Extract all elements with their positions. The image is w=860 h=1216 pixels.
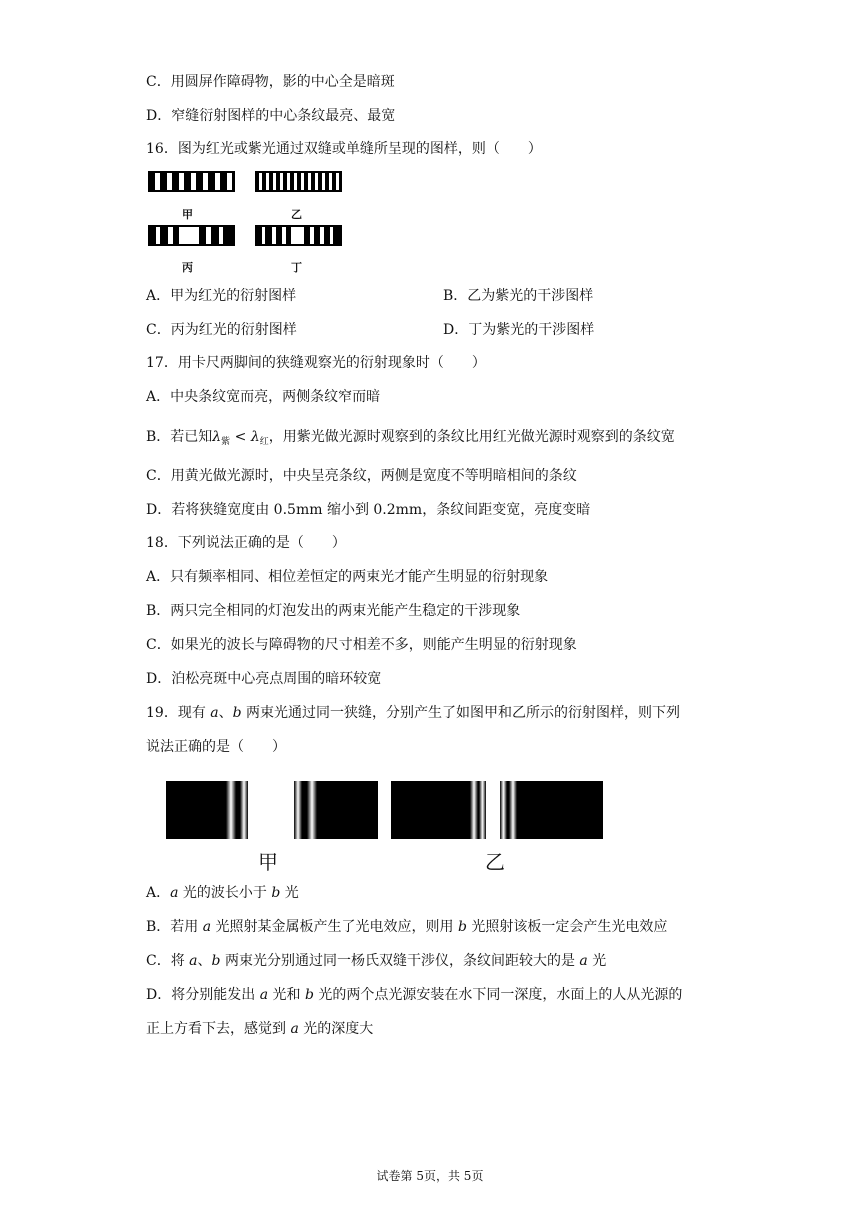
var-a: a: [290, 1021, 299, 1037]
diffraction-pattern-yi: [391, 781, 603, 839]
fringe-pattern-bing: [148, 225, 235, 246]
var-b: b: [232, 705, 242, 721]
lambda-symbol: λ: [212, 429, 222, 445]
figure-label-jia: 甲: [258, 850, 278, 874]
q19-c-pre: C．将: [146, 953, 190, 969]
var-a: a: [202, 919, 212, 935]
q17-option-a: A．中央条纹宽而亮，两侧条纹窄而暗: [146, 389, 381, 405]
q17-b-suffix: ，用紫光做光源时观察到的条纹比用红光做光源时观察到的条纹宽: [268, 429, 675, 445]
q15-option-d: D．窄缝衍射图样的中心条纹最亮、最宽: [146, 108, 396, 124]
figure-label-yi: 乙: [485, 850, 505, 874]
label-jia: 甲: [182, 208, 193, 221]
q19-option-c: [146, 951, 606, 971]
q19-c-sep: 、: [197, 953, 212, 969]
q18-option-d: D．泊松亮斑中心亮点周围的暗环较宽: [146, 671, 382, 687]
q17-b-prefix: B．若已知: [146, 429, 213, 445]
label-yi: 乙: [291, 208, 302, 221]
var-a: a: [579, 953, 588, 969]
var-b: b: [211, 953, 221, 969]
var-a: a: [259, 987, 269, 1003]
subscript-violet: 紫: [221, 437, 231, 447]
lambda-symbol-2: λ: [250, 429, 260, 445]
q16-option-b: B．乙为紫光的干涉图样: [443, 288, 594, 304]
q19-figure: [166, 779, 604, 841]
q19-c-post: 光: [587, 953, 607, 969]
q19-c-mid: 两束光分别通过同一杨氏双缝干涉仪，条纹间距较大的是: [220, 953, 580, 969]
q19-stem-line2: 说法正确的是（ ）: [146, 739, 286, 755]
q18-option-b: B．两只完全相同的灯泡发出的两束光能产生稳定的干涉现象: [146, 603, 521, 619]
q18-option-c: C．如果光的波长与障碍物的尺寸相差不多，则能产生明显的衍射现象: [146, 637, 577, 653]
q16-option-c: C．丙为红光的衍射图样: [146, 322, 297, 338]
q19-a-mid: 光的波长小于: [178, 885, 272, 901]
label-bing: 丙: [182, 261, 193, 274]
q17-option-b: [146, 427, 675, 452]
q19-b-post: 光照射该板一定会产生光电效应: [466, 919, 668, 935]
q18-option-a: A．只有频率相同、相位差恒定的两束光才能产生明显的衍射现象: [146, 569, 549, 585]
q19-stem-pre: 19．现有: [146, 705, 211, 721]
q19-option-d-line2: [146, 1019, 373, 1039]
var-b: b: [458, 919, 467, 935]
diffraction-pattern-jia: [166, 781, 378, 839]
var-a: a: [189, 953, 198, 969]
q17-stem: 17．用卡尺两脚间的狭缝观察光的衍射现象时（ ）: [146, 355, 486, 371]
fringe-pattern-ding: [255, 225, 342, 246]
q19-d-post: 光的两个点光源安装在水下同一深度，水面上的人从光源的: [313, 987, 683, 1003]
q19-d-mid: 光和: [268, 987, 305, 1003]
q17-option-c: C．用黄光做光源时，中央呈亮条纹，两侧是宽度不等明暗相间的条纹: [146, 468, 577, 484]
subscript-red: 红: [259, 437, 269, 447]
q19-option-d-line1: [146, 985, 682, 1005]
q15-option-c: C．用圆屏作障碍物，影的中心全是暗斑: [146, 74, 395, 90]
fringe-pattern-yi: [255, 171, 342, 192]
var-b: b: [271, 885, 281, 901]
fringe-pattern-jia: [148, 171, 235, 192]
q16-figure: [146, 168, 356, 278]
q16-option-d: D．丁为紫光的干涉图样: [443, 322, 595, 338]
less-than: <: [230, 429, 251, 445]
q19-sep: 、: [218, 705, 233, 721]
q19-d-pre: D．将分别能发出: [146, 987, 260, 1003]
q19-option-b: [146, 917, 667, 937]
q19-a-pre: A．: [146, 885, 171, 901]
q19-stem-post: 两束光通过同一狭缝，分别产生了如图甲和乙所示的衍射图样，则下列: [241, 705, 681, 721]
q19-stem-line1: [146, 703, 680, 723]
var-a: a: [170, 885, 179, 901]
q19-a-post: 光: [280, 885, 299, 901]
var-b: b: [304, 987, 314, 1003]
q19-option-a: [146, 883, 299, 903]
page-footer: 试卷第 5页，共 5页: [376, 1169, 484, 1183]
q16-stem: 16．图为红光或紫光通过双缝或单缝所呈现的图样，则（ ）: [146, 141, 542, 157]
q19-d2-post: 光的深度大: [298, 1021, 374, 1037]
var-a: a: [210, 705, 219, 721]
label-ding: 丁: [291, 261, 302, 274]
q18-stem: 18．下列说法正确的是（ ）: [146, 535, 346, 551]
q17-option-d: D．若将狭缝宽度由 0.5mm 缩小到 0.2mm，条纹间距变宽，亮度变暗: [146, 502, 591, 518]
q19-d2-pre: 正上方看下去，感觉到: [146, 1021, 291, 1037]
q16-option-a: A．甲为红光的衍射图样: [146, 288, 297, 304]
q19-b-mid: 光照射某金属板产生了光电效应，则用: [211, 919, 459, 935]
q19-b-pre: B．若用: [146, 919, 203, 935]
